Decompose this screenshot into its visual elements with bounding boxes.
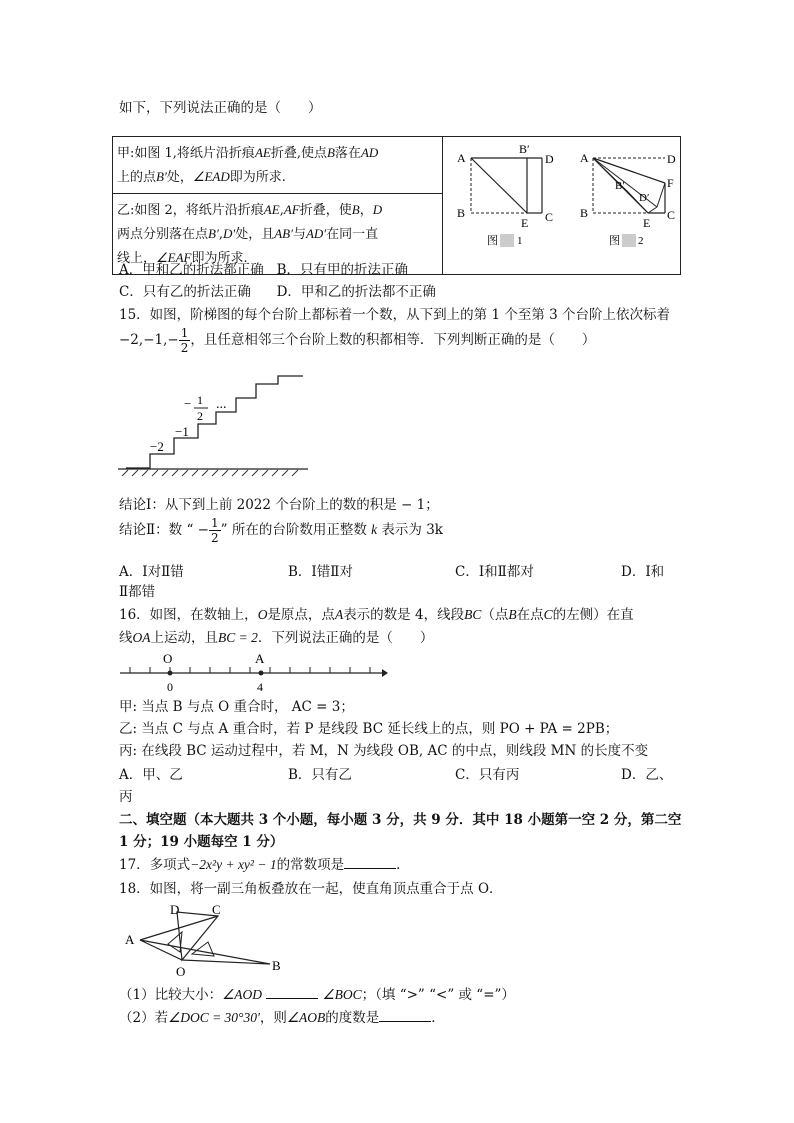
step-label-1: −2 [150, 439, 164, 454]
q18-stem: 18．如图，将一副三角板叠放在一起，使直角顶点重合于点 O． [119, 881, 503, 897]
q16-bing: 丙: 在线段 BC 运动过程中，若 M，N 为线段 OB, AC 的中点，则线段 MN 的长度不变 [119, 743, 649, 759]
q17: 17．多项式−2x²y + xy² − 1的常数项是 ． [119, 857, 410, 873]
q14-option-b[interactable]: B．只有甲的折法正确 [276, 262, 409, 278]
q18-part2: （2）若∠DOC = 30°30′，则∠AOB的度数是 ． [119, 1010, 445, 1026]
q15-option-a[interactable]: A．Ⅰ对Ⅱ错 [119, 564, 184, 580]
q15-option-c[interactable]: C．Ⅰ和Ⅱ都对 [455, 564, 534, 580]
q15-conclusion-2: 结论Ⅱ：数 “ − $\frac{1}{2}$ ” 所在的台阶数用正整数 k 表示为 3k [119, 516, 443, 545]
section2-heading-line2: 1 分；19 小题每空 1 分） [119, 834, 284, 850]
fig1-label-e: E [520, 216, 529, 230]
fig1-diagram [457, 142, 554, 247]
fig1-label-bp: B′ [518, 142, 530, 156]
fig2-label-a: A [579, 151, 589, 165]
q15-conclusion-1: 结论Ⅰ：从下到上前 2022 个台阶上的数的积是 − 1； [119, 497, 439, 513]
fig2-label-dp: D′ [638, 192, 650, 204]
fig1-label-d: D [544, 152, 554, 166]
q16-option-a[interactable]: A．甲、乙 [119, 767, 183, 783]
q16-option-c[interactable]: C．只有丙 [455, 767, 520, 783]
axis-tick-0: 0 [167, 680, 173, 694]
q15-option-b[interactable]: B．Ⅰ错Ⅱ对 [288, 564, 353, 580]
fig2-label-b: B [579, 206, 588, 220]
q14-options-row2 [119, 280, 436, 300]
fig2-diagram [580, 151, 676, 247]
q14-table [112, 136, 681, 275]
q14-figures [443, 137, 685, 256]
axis-label-a: A [255, 651, 265, 666]
q14-options-row1 [119, 258, 408, 278]
q15-stem-line2: −2,−1,− $\frac{1}{2}$ ，且任意相邻三个台阶上数的积都相等．下列判断正确的是（ ） [119, 326, 596, 355]
fig2-label-e: E [642, 216, 651, 230]
fig2-caption-num: 2 [637, 235, 644, 247]
q18-label-o: O [176, 964, 186, 978]
step-label-3-den: 2 [197, 409, 203, 423]
q16-option-d[interactable]: D．乙、 [621, 767, 673, 783]
q18-label-d: D [170, 902, 180, 917]
step-label-3-sign: − [184, 396, 192, 411]
q18-part1: （1）比较大小：∠AOD ∠BOC；（填 “>” “<” 或 “=”） [119, 987, 515, 1003]
q16-stem-line2: 线OA上运动，且BC = 2．下列说法正确的是（ ） [119, 630, 434, 646]
step-label-3-num: 1 [197, 393, 203, 407]
step-label-2: −1 [175, 424, 189, 439]
fig1-caption: 图 [486, 235, 498, 247]
fig2-label-d: D [666, 152, 676, 166]
q18-label-b: B [272, 958, 281, 973]
q18-part1-blank[interactable] [266, 986, 318, 999]
fig2-label-f: F [666, 176, 674, 190]
q15-option-d-cont: Ⅱ都错 [119, 584, 156, 600]
fig2-label-c: C [666, 208, 675, 222]
q14-intro: 如下，下列说法正确的是（ ） [119, 100, 322, 116]
q16-yi: 乙: 当点 C 与点 A 重合时，若 P 是线段 BC 延长线上的点，则 PO + PA = 2PB； [119, 721, 619, 737]
axis-tick-4: 4 [257, 680, 263, 694]
fig1-caption-smudge [500, 234, 514, 247]
q14-option-a[interactable]: A．甲和乙的折法都正确 [119, 262, 264, 278]
q18-part2-blank[interactable] [379, 1009, 431, 1022]
q18-label-a: A [125, 932, 135, 947]
axis-label-o: O [163, 651, 173, 666]
q15-stem-line1: 15．如图，阶梯图的每个台阶上都标着一个数，从下到上的第 1 个至第 3 个台阶上依次标着 [119, 307, 671, 323]
step-ellipsis: ... [216, 397, 227, 412]
q15-staircase-figure [118, 372, 318, 480]
point-a [259, 671, 264, 676]
q14-yi-cell: 乙:如图 2，将纸片沿折痕AE,AF折叠，使B，D 两点分别落在点B′,D′处，且AB′与AD′在同一直 线上，∠EAF即为所求. [113, 194, 443, 275]
q16-jia: 甲: 当点 B 与点 O 重合时， AC = 3； [119, 699, 354, 715]
fig2-label-bp: B′ [614, 180, 625, 192]
q14-jia-cell: 甲:如图 1,将纸片沿折痕AE折叠,使点B落在AD 上的点B′处，∠EAD即为所求. [113, 137, 443, 194]
fig1-label-c: C [544, 210, 553, 224]
q17-answer-blank[interactable] [344, 856, 396, 869]
fig2-caption: 图 [608, 235, 620, 247]
q16-option-b[interactable]: B．只有乙 [288, 767, 352, 783]
fig1-label-a: A [456, 151, 466, 165]
q16-number-line [118, 647, 388, 697]
fig2-caption-smudge [622, 234, 636, 247]
q18-label-c: C [212, 902, 221, 917]
q16-option-d-cont: 丙 [119, 789, 133, 805]
section2-heading-line1: 二、填空题（本大题共 3 个小题，每小题 3 分，共 9 分．其中 18 小题第一空 2 分，第二空 [119, 812, 682, 828]
origin-point [168, 671, 173, 676]
q18-triangle-figure [120, 902, 300, 978]
fig1-label-b: B [456, 206, 465, 220]
q14-option-c[interactable]: C．只有乙的折法正确 [119, 284, 251, 300]
q16-stem-line1: 16．如图，在数轴上，O是原点，点A表示的数是 4，线段BC（点B在点C的左侧）在直 [119, 607, 634, 623]
q14-figures-cell [442, 137, 680, 275]
fig1-caption-num: 1 [516, 235, 523, 247]
q15-option-d[interactable]: D．Ⅰ和 [621, 564, 665, 580]
q14-option-d[interactable]: D．甲和乙的折法都不正确 [276, 284, 436, 300]
